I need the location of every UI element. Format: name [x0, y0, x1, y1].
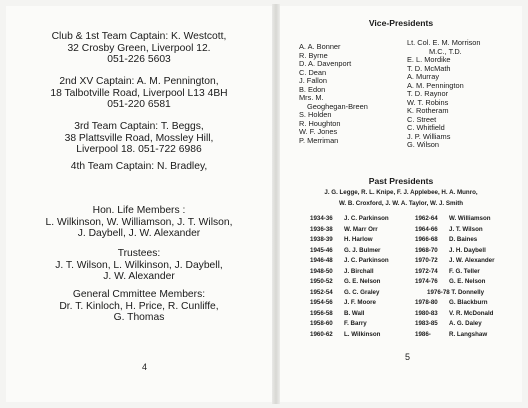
vp-name: M.C., T.D. [429, 46, 462, 56]
president-entry: 1976-78 T. Donnelly [427, 288, 485, 296]
president-entry: 1938-39 H. Harlow [310, 236, 373, 243]
vp-right-column [407, 39, 481, 150]
vp-name: Geoghegan-Breen [307, 101, 368, 111]
vp-name: C. Whitfield [407, 123, 445, 132]
president-entry: 1952-54 G. C. Graley [310, 288, 380, 296]
member-line: J. T. Wilson, L. Wilkinson, J. Daybell, [55, 259, 223, 271]
vp-name: T. D. McMath [407, 63, 451, 73]
page-number: 5 [405, 352, 411, 362]
captain-line: Liverpool 18. 051-722 6986 [76, 144, 202, 155]
vp-name: K. Rotheram [407, 106, 449, 115]
section-heading: Hon. Life Members : [92, 205, 186, 216]
member-line: J. Daybell, J. W. Alexander [77, 228, 201, 239]
president-entry: 1960-62 L. Wilkinson [310, 330, 381, 338]
vp-name: P. Merriman [299, 135, 339, 145]
president-entry: 1980-83 V. R. McDonald [415, 309, 494, 317]
vice-presidents-title: Vice-Presidents [368, 18, 434, 28]
captain-line: 051-220 6581 [107, 99, 171, 110]
vp-name: W. F. Jones [299, 127, 338, 136]
president-entry: 1946-48 J. C. Parkinson [310, 257, 389, 264]
president-entry: 1954-56 J. F. Moore [310, 299, 376, 306]
vp-name: J. P. Williams [407, 131, 451, 141]
president-entry: 1983-85 A. G. Daley [415, 320, 482, 327]
vp-name: R. Byrne [299, 50, 328, 60]
vp-name: D. A. Davenport [299, 59, 352, 68]
right-page [280, 6, 522, 402]
captain-line: 2nd XV Captain: A. M. Pennington, [59, 76, 219, 87]
vp-name: R. Houghton [299, 118, 341, 128]
president-entry: 1934-36 J. C. Parkinson [310, 215, 389, 222]
vp-name: A. Murray [407, 72, 440, 81]
past-presidents-right [415, 214, 495, 340]
president-entry: 1945-46 G. J. Bulmer [310, 246, 381, 254]
vp-name: S. Holden [299, 110, 332, 119]
vp-name: J. Fallon [299, 76, 327, 85]
president-entry: 1936-38 W. Marr Orr [310, 225, 378, 233]
president-entry: 1964-66 J. T. Wilson [415, 225, 483, 233]
member-line: J. W. Alexander [103, 271, 175, 282]
vp-name: G. Wilson [407, 140, 440, 149]
member-line: Dr. T. Kinloch, H. Price, R. Cunliffe, [59, 300, 219, 312]
captain-line: 3rd Team Captain: T. Beggs, [74, 121, 204, 132]
captain-line: 4th Team Captain: N. Bradley, [70, 161, 208, 172]
past-presidents-title: Past Presidents [368, 176, 434, 186]
captain-block-3 [6, 121, 272, 156]
captain-line: 18 Talbotville Road, Liverpool L13 4BH [50, 87, 228, 99]
captain-line: 32 Crosby Green, Liverpool 12. [67, 42, 211, 54]
captain-block-1 [6, 31, 272, 66]
president-entry: 1978-80 G. Blackburn [415, 299, 488, 306]
president-entry: 1958-60 F. Barry [310, 320, 367, 327]
vp-name: E. L. Mordike [407, 55, 451, 64]
early-presidents-line: W. B. Croxford, J. W. A. Taylor, W. J. Smith [338, 199, 464, 207]
captain-line: 38 Plattsville Road, Mossley Hill, [64, 132, 214, 144]
vp-name: Mrs. M. [299, 93, 324, 102]
president-entry: 1970-72 J. W. Alexander [415, 257, 495, 264]
vp-name: W. T. Robins [407, 97, 449, 107]
president-entry: 1986- R. Langshaw [415, 330, 488, 338]
president-entry: 1948-50 J. Birchall [310, 267, 374, 275]
page-number: 4 [142, 362, 148, 372]
president-entry: 1968-70 J. H. Daybell [415, 246, 486, 254]
early-presidents [280, 188, 522, 209]
member-line: G. Thomas [113, 312, 165, 323]
vp-name: C. Street [407, 114, 437, 124]
president-entry: 1956-58 B. Wall [310, 309, 365, 317]
vp-name: A. M. Pennington [407, 80, 464, 90]
early-presidents-line: J. G. Legge, R. L. Knipe, F. J. Applebee, H. A. Munro, [324, 189, 478, 196]
vp-name: B. Edon [299, 84, 326, 94]
vp-name: Lt. Col. E. M. Morrison [407, 38, 481, 47]
president-entry: 1950-52 G. E. Nelson [310, 278, 381, 285]
general-committee [6, 289, 272, 324]
captain-block-4 [6, 161, 272, 173]
captain-line: 051-226 5603 [107, 54, 171, 65]
gutter [272, 4, 280, 404]
president-entry: 1974-76 G. E. Nelson [415, 278, 486, 285]
captain-line: Club & 1st Team Captain: K. Westcott, [51, 31, 227, 42]
vp-name: T. D. Raynor [407, 89, 449, 98]
president-entry: 1966-68 D. Baines [415, 236, 478, 243]
section-heading: General Cmmittee Members: [72, 289, 206, 300]
member-line: L. Wilkinson, W. Williamson, J. T. Wilson, [45, 216, 233, 228]
president-entry: 1962-64 W. Williamson [415, 215, 491, 222]
vp-left-column [299, 43, 368, 145]
past-presidents-left [310, 214, 389, 340]
vp-name: C. Dean [299, 67, 327, 77]
president-entry: 1972-74 F. G. Teller [415, 267, 480, 275]
section-heading: Trustees: [117, 248, 161, 259]
left-page [6, 6, 272, 402]
trustees [6, 248, 272, 283]
vp-name: A. A. Bonner [299, 42, 341, 51]
captain-block-2 [6, 76, 272, 111]
hon-life-members [6, 205, 272, 240]
